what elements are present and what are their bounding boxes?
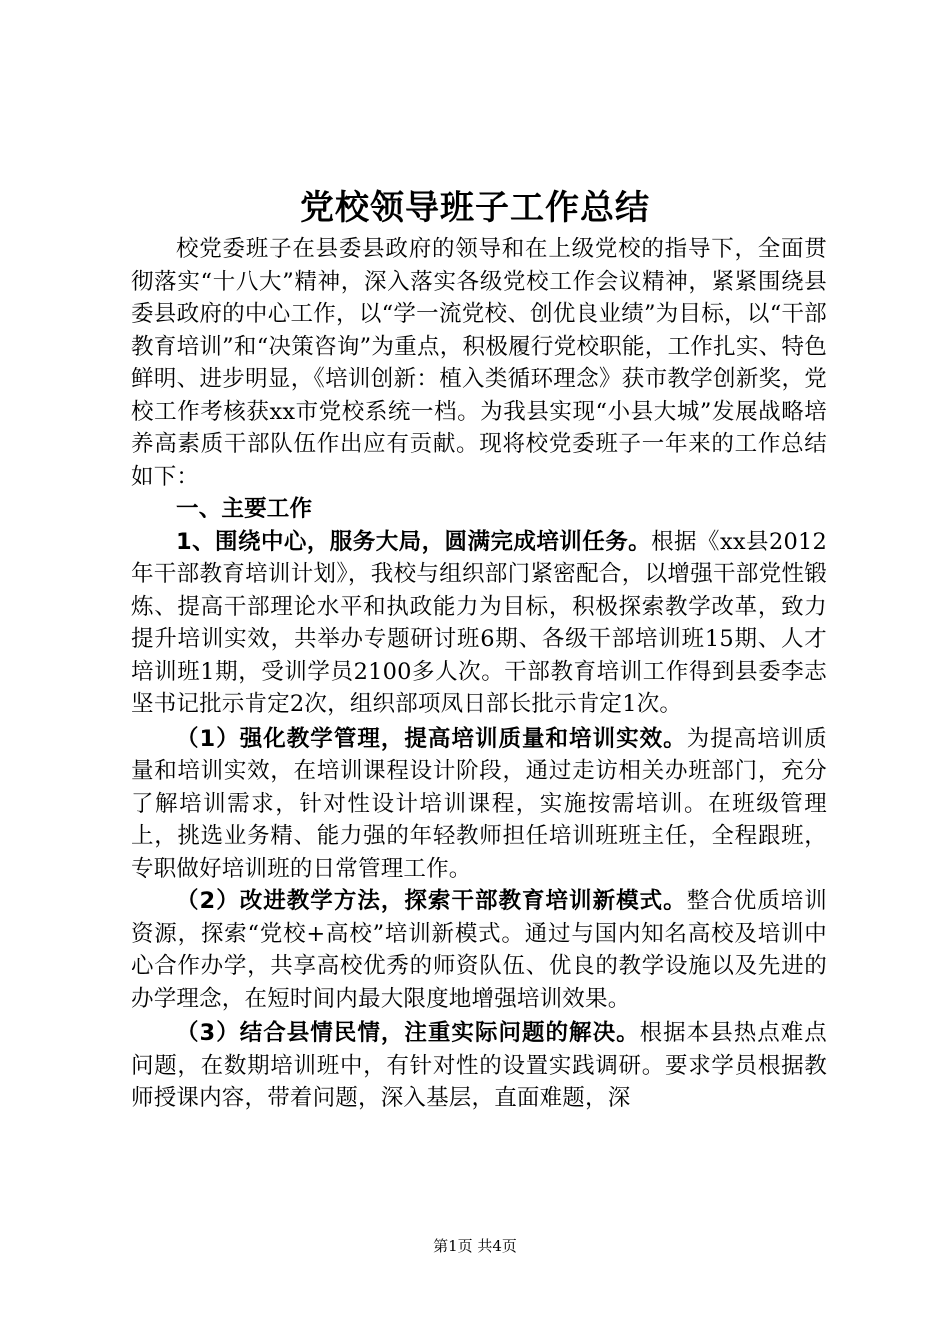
section-heading: 一、主要工作 <box>176 496 313 522</box>
sub-item-3-paragraph <box>131 1017 827 1115</box>
intro-paragraph: 校党委班子在县委县政府的领导和在上级党校的指导下，全面贯彻落实“十八大”精神，深入落实各级党校工作会议精神，紧紧围绕县委县政府的中心工作，以“学一流党校、创优良业绩”为目标，以“干部教育培训”和“决策咨询”为重点，积极履行党校职能，工作扎实、特色鲜明、进步明显，《培训创新：植入类循环理念》获市教学创新奖，党校工作考核获xx市党校系统一档。为我县实现“小县大城”发展战略培养高素质干部队伍作出应有贡献。现将校党委班子一年来的工作总结如下： <box>131 236 827 490</box>
sub-item-1-paragraph <box>131 723 827 886</box>
sub-item-2-lead: （2）改进教学方法，探索干部教育培训新模式。 <box>176 888 687 914</box>
item-1-text: 根据《xx县2012年干部教育培训计划》，我校与组织部门紧密配合，以增强干部党性锻炼、提高干部理论水平和执政能力为目标，积极探索教学改革，致力提升培训实效，共举办专题研讨班6期、各级干部培训班15期、人才培训班1期，受训学员2100多人次。干部教育培训工作得到县委李志坚书记批示肯定2次，组织部项凤日部长批示肯定1次。 <box>131 528 827 717</box>
sub-item-1-text: 为提高培训质量和培训实效，在培训课程设计阶段，通过走访相关办班部门，充分了解培训需求，针对性设计培训课程，实施按需培训。在班级管理上，挑选业务精、能力强的年轻教师担任培训班班主任，全程跟班，专职做好培训班的日常管理工作。 <box>131 725 828 882</box>
document-title: 党校领导班子工作总结 <box>300 188 650 228</box>
sub-item-2-text: 整合优质培训资源，探索“党校+高校”培训新模式。通过与国内知名高校及培训中心合作办学，共享高校优秀的师资队伍、优良的教学设施以及先进的办学理念，在短时间内最大限度地增强培训效果。 <box>131 888 828 1012</box>
document-body <box>131 233 827 1115</box>
sub-item-3-text: 根据本县热点难点问题，在数期培训班中，有针对性的设置实践调研。要求学员根据教师授课内容，带着问题，深入基层，直面难题，深 <box>131 1020 827 1111</box>
item-1-lead: 1、围绕中心，服务大局，圆满完成培训任务。 <box>176 528 652 555</box>
item-1-paragraph <box>131 526 827 721</box>
sub-item-3-lead: （3）结合县情民情，注重实际问题的解决。 <box>176 1020 640 1046</box>
page-footer: 第1页 共4页 <box>433 1237 517 1255</box>
sub-item-2-paragraph <box>131 885 827 1015</box>
sub-item-1-lead: （1）强化教学管理，提高培训质量和培训实效。 <box>176 725 687 752</box>
